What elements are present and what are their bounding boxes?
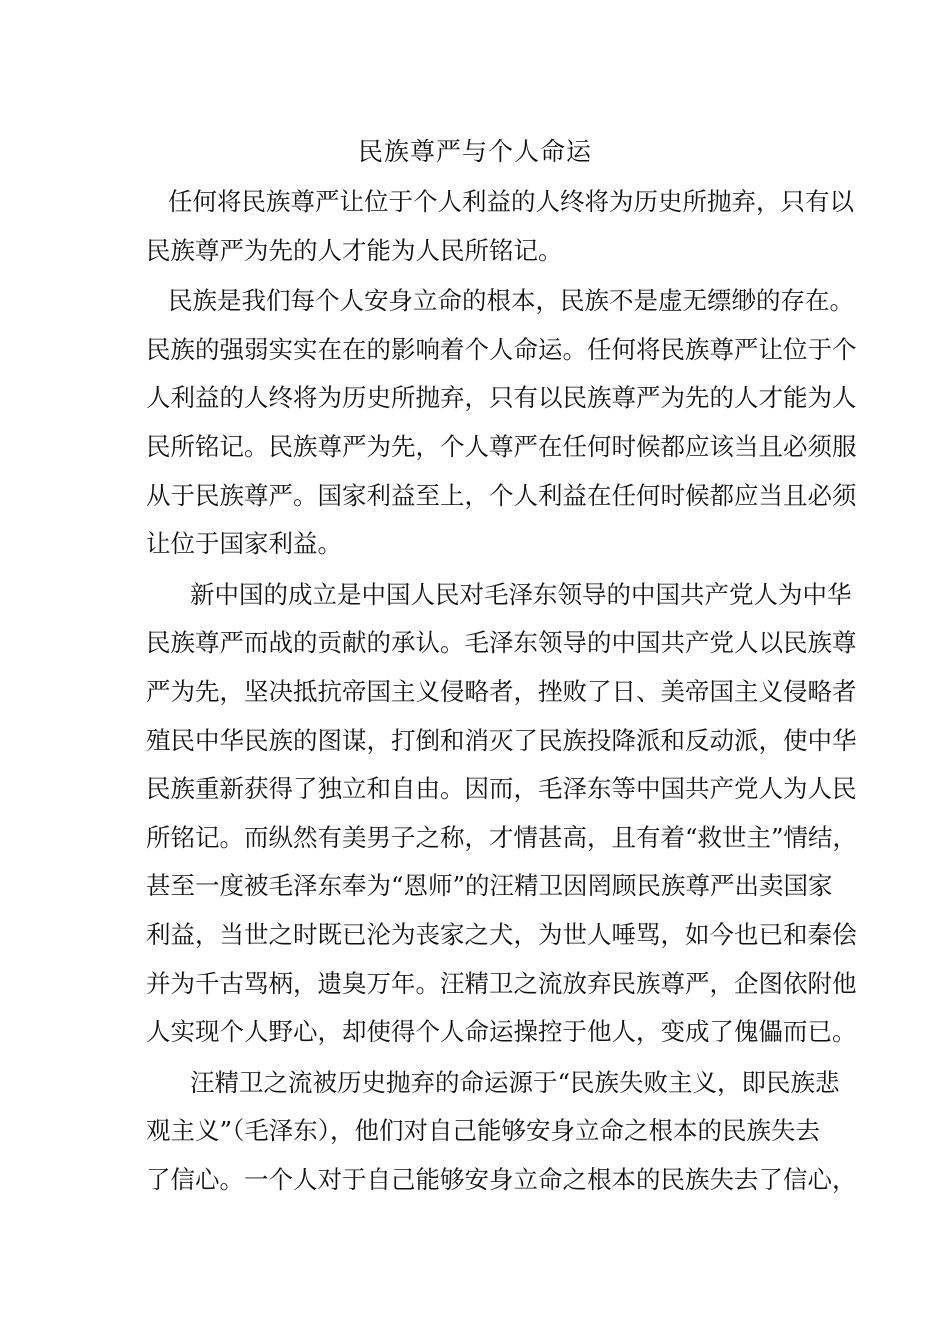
text-line: 汪精卫之流被历史抛弃的命运源于“民族失败主义，即民族悲 <box>190 1067 840 1097</box>
document-title: 民族尊严与个人命运 <box>357 137 592 166</box>
text-line: 民所铭记。民族尊严为先，个人尊严在任何时候都应该当且必须服 <box>146 431 857 461</box>
text-line: 让位于国家利益。 <box>146 529 342 559</box>
paragraph-4 <box>146 1059 857 1205</box>
text-line: 了信心。一个人对于自己能够安身立命之根本的民族失去了信心， <box>146 1164 857 1194</box>
text-line: 民族的强弱实实在在的影响着个人命运。任何将民族尊严让位于个 <box>146 334 857 364</box>
text-line: 人实现个人野心，却使得个人命运操控于他人，变成了傀儡而已。 <box>146 1017 857 1047</box>
text-line: 民族尊严为先的人才能为人民所铭记。 <box>146 235 563 265</box>
text-line: 从于民族尊严。国家利益至上，个人利益在任何时候都应当且必须 <box>146 480 857 510</box>
document-body <box>146 178 858 1204</box>
text-line: 任何将民族尊严让位于个人利益的人终将为历史所抛弃，只有以 <box>168 187 854 216</box>
text-line: 民族重新获得了独立和自由。因而，毛泽东等中国共产党人为人民 <box>146 774 857 804</box>
paragraph-1 <box>146 178 854 275</box>
text-line: 民族尊严而战的贡献的承认。毛泽东领导的中国共产党人以民族尊 <box>146 628 857 658</box>
text-line: 严为先，坚决抵抗帝国主义侵略者，挫败了日、美帝国主义侵略者 <box>146 676 857 706</box>
text-line: 人利益的人终将为历史所抛弃，只有以民族尊严为先的人才能为人 <box>146 383 857 413</box>
text-line: 利益，当世之时既已沦为丧家之犬，为世人唾骂，如今也已和秦侩 <box>146 919 857 949</box>
paragraph-2 <box>146 277 857 569</box>
text-line: 甚至一度被毛泽东奉为“恩师”的汪精卫因罔顾民族尊严出卖国家 <box>146 871 833 901</box>
text-line: 并为千古骂柄，遗臭万年。汪精卫之流放弃民族尊严，企图依附他 <box>146 968 857 998</box>
text-line: 民族是我们每个人安身立命的根本，民族不是虚无缥缈的存在。 <box>168 286 854 316</box>
text-line: 观主义”（毛泽东），他们对自己能够安身立命之根本的民族失去 <box>146 1116 821 1146</box>
text-line: 新中国的成立是中国人民对毛泽东领导的中国共产党人为中华 <box>190 579 852 609</box>
text-line: 所铭记。而纵然有美男子之称，才情甚高，且有着“救世主”情结， <box>146 822 858 852</box>
text-line: 殖民中华民族的图谋，打倒和消灭了民族投降派和反动派，使中华 <box>146 725 857 755</box>
paragraph-3 <box>146 571 858 1057</box>
